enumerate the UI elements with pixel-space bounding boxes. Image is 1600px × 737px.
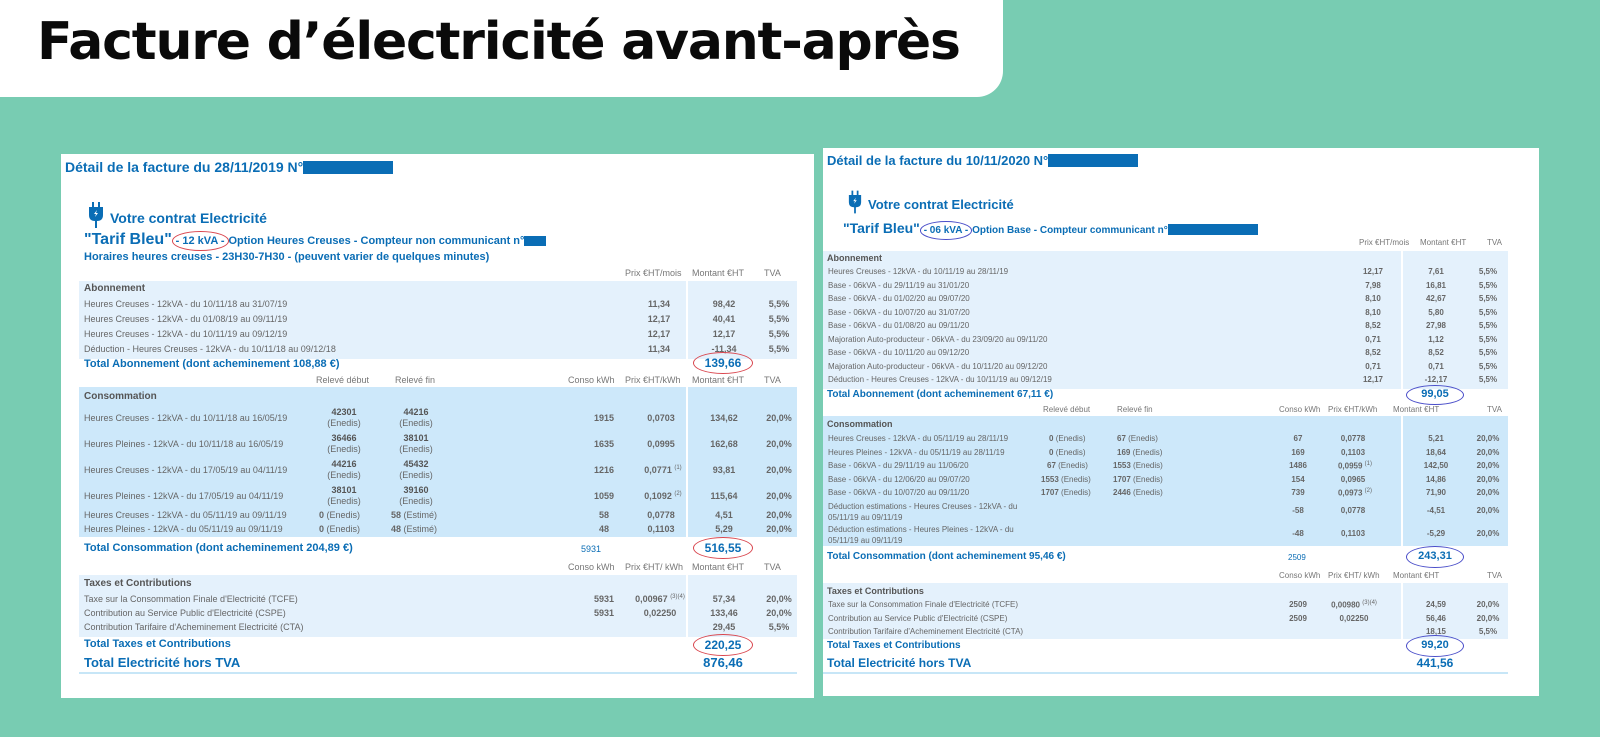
subscription-block: Abonnement Heures Creuses - 12kVA - du 10/11/18 au 31/07/19 11,34 98,42 5,5% Heures Creuses - 12kVA - du 01/08/19 au 09/11/19 12,17 40,41 5,5% Heures Creuses - 12kVA - du 10/11/19 au 09/12/19 12,17 12,17 5,5% Déduction - Heures Creuses - 12kVA - du 10/11/18 au 09/12/18 11,34 -11,34 5,5% [79, 281, 797, 359]
header-vat: TVA [1487, 405, 1502, 414]
consumption-total-label: Total Consommation (dont acheminement 204,89 €) [84, 542, 353, 554]
taxes-total: 99,20 [1421, 639, 1449, 651]
table-row: Heures Pleines - 12kVA - du 17/05/19 au 04/11/19 38101 (Enedis) 39160 (Enedis) 1059 0,1092 $^{(2)}$ 115,64 20,0% [84, 485, 792, 506]
header-vat: TVA [764, 268, 781, 278]
header-consumption: Conso kWh [568, 375, 615, 385]
grand-total-label: Total Electricité hors TVA [84, 655, 241, 670]
section-title: Consommation [827, 419, 893, 429]
kva-highlight: - 12 kVA - [175, 235, 225, 247]
taxes-total-label: Total Taxes et Contributions [84, 638, 231, 650]
consumption-total: 243,31 [1418, 550, 1452, 562]
header-amount: Montant €HT [692, 562, 745, 572]
header-consumption: Conso kWh [568, 562, 615, 572]
header-price-kwh: Prix €HT/kWh [625, 375, 681, 385]
table-row: Déduction estimations - Heures Creuses - 12kVA - du 05/11/19 au 09/11/19 -58 0,0778 -4,51 20,0% [828, 502, 1500, 522]
table-row: Déduction estimations - Heures Pleines - 12kVA - du 05/11/19 au 09/11/19 -48 0,1103 -5,29 20,0% [828, 525, 1500, 545]
table-row: Heures Creuses - 12kVA - du 17/05/19 au 04/11/19 44216 (Enedis) 45432 (Enedis) 1216 0,0771 $^{(1)}$ 93,81 20,0% [84, 459, 792, 480]
table-row: Heures Pleines - 12kVA - du 10/11/18 au 16/05/19 36466 (Enedis) 38101 (Enedis) 1635 0,0995 162,68 20,0% [84, 433, 792, 454]
grand-total: 441,56 [1416, 656, 1454, 670]
section-title: Taxes et Contributions [84, 578, 192, 589]
taxes-block: Taxes et Contributions Taxe sur la Consommation Finale d'Electricité (TCFE) 2509 0,00980 $^{(3)(4)}$ 24,59 20,0% Contribution au Service Public d'Electricité (CSPE) 2509 0,02250 56,46 20,0% Contribution Tarifaire d'Acheminement Electricité (CTA) 18,15 5,5% [823, 583, 1508, 639]
header-end-reading: Relevé fin [395, 375, 436, 385]
header-amount: Montant €HT [1393, 405, 1440, 414]
invoice-2019 [61, 154, 814, 698]
header-amount: Montant €HT [1420, 238, 1467, 247]
header-vat: TVA [764, 375, 781, 385]
taxes-block: Taxes et Contributions Taxe sur la Consommation Finale d'Electricité (TCFE) 5931 0,00967 $^{(3)(4)}$ 57,34 20,0% Contribution au Service Public d'Electricité (CSPE) 5931 0,02250 133,46 20,0% Contribution Tarifaire d'Acheminement Electricité (CTA) 29,45 5,5% [79, 575, 797, 637]
subscription-total: 139,66 [704, 356, 742, 370]
section-title: Consommation [84, 391, 157, 402]
header-price-kwh: Prix €HT/ kWh [625, 562, 684, 572]
subscription-total-label: Total Abonnement (dont acheminement 108,88 €) [84, 358, 340, 370]
table-row: Heures Creuses - 12kVA - du 10/11/18 au 16/05/19 42301 (Enedis) 44216 (Enedis) 1915 0,0703 134,62 20,0% [84, 407, 792, 428]
header-start-reading: Relevé début [316, 375, 370, 385]
divider [823, 672, 1508, 674]
subscription-block: Abonnement Heures Creuses - 12kVA - du 10/11/19 au 28/11/19 12,17 7,61 5,5% Base - 06kVA - du 29/11/19 au 31/01/20 7,98 16,81 5,5% Base - 06kVA - du 01/02/20 au 09/07/20 8,10 42,67 5,5% Base - 06kVA - du 10/07/20 au 31/07/20 8,10 5,80 5,5% Base - 06kVA - du 01/08/20 au 09/11/20 8,52 27,98 5,5% Majoration Auto-producteur - 06kVA - du 23/09/20 au 09/11/20 0,71 1,12 5,5% Base - 06kVA - du 10/11/20 au 09/12/20 8,52 8,52 5,5% Majoration Auto-producteur - 06kVA - du 10/11/20 au 09/12/20 0,71 0,71 5,5% Déduction - Heures Creuses - 12kVA - du 10/11/19 au 09/12/19 12,17 -12,17 5,5% [823, 251, 1508, 389]
header-amount: Montant €HT [1393, 571, 1440, 580]
section-title: Abonnement [827, 253, 882, 263]
kva-highlight: - 06 kVA - [923, 225, 969, 236]
consumption-total-kwh: 5931 [581, 544, 602, 554]
header-amount: Montant €HT [692, 375, 745, 385]
plug-icon [88, 202, 104, 228]
invoice-2020 [823, 148, 1539, 696]
redacted-number [303, 161, 393, 174]
header-price-kwh: Prix €HT/kWh [1328, 405, 1378, 414]
grand-total: 876,46 [703, 655, 743, 670]
taxes-total-label: Total Taxes et Contributions [827, 640, 961, 651]
contract-heading: Votre contrat Electricité [848, 190, 1014, 214]
consumption-total-label: Total Consommation (dont acheminement 95,46 €) [827, 551, 1066, 562]
tarif-line: "Tarif Bleu" - 12 kVA - Option Heures Creuses - Compteur non communicant n° [84, 231, 546, 249]
redacted-meter [524, 236, 546, 246]
redacted-number [1048, 154, 1138, 167]
plug-icon [848, 190, 862, 214]
taxes-total: 220,25 [704, 638, 742, 652]
header-consumption: Conso kWh [1279, 571, 1321, 580]
invoice-title: Détail de la facture du 28/11/2019 N° [65, 159, 393, 175]
invoice-title: Détail de la facture du 10/11/2020 N° [827, 153, 1138, 168]
header-amount: Montant €HT [692, 268, 745, 278]
consumption-block: Consommation Heures Creuses - 12kVA - du 10/11/18 au 16/05/19 42301 (Enedis) 44216 (Enedis) 1915 0,0703 134,62 20,0% Heures Pleines - 12kVA - du 10/11/18 au 16/05/19 36466 (Enedis) 38101 (Enedis) 1635 0,0995 162,68 20,0% Heures Creuses - 12kVA - du 17/05/19 au 04/11/19 44216 (Enedis) 45432 (Enedis) 1216 0,0771 $^{(1)}$ 93,81 20,0% Heures Pleines - 12kVA - du 17/05/19 au 04/11/19 38101 (Enedis) 39160 (Enedis) 1059 0,1092 $^{(2)}$ 115,64 20,0% Heures Creuses - 12kVA - du 05/11/19 au 09/11/19 0 (Enedis) 58 (Estimé) 58 0,0778 4,51 20,0% Heures Pleines - 12kVA - du 05/11/19 au 09/11/19 0 (Enedis) 48 (Estimé) 48 0,1103 5,29 20,0% [79, 387, 797, 537]
subscription-total: 99,05 [1421, 388, 1449, 400]
header-end-reading: Relevé fin [1117, 405, 1153, 414]
consumption-block: Consommation Heures Creuses - 12kVA - du 05/11/19 au 28/11/19 0 (Enedis) 67 (Enedis) 67 0,0778 5,21 20,0% Heures Pleines - 12kVA - du 05/11/19 au 28/11/19 0 (Enedis) 169 (Enedis) 169 0,1103 18,64 20,0% Base - 06kVA - du 29/11/19 au 11/06/20 67 (Enedis) 1553 (Enedis) 1486 0,0959 $^{(1)}$ 142,50 20,0% Base - 06kVA - du 12/06/20 au 09/07/20 1553 (Enedis) 1707 (Enedis) 154 0,0965 14,86 20,0% Base - 06kVA - du 10/07/20 au 09/11/20 1707 (Enedis) 2446 (Enedis) 739 0,0973 $^{(2)}$ 71,90 20,0% Déduction estimations - Heures Creuses - 12kVA - du 05/11/19 au 09/11/19 -58 0,0778 -4,51 20,0% Déduction estimations - Heures Pleines - 12kVA - du 05/11/19 au 09/11/19 -48 0,1103 -5,29 20,0% [823, 416, 1508, 546]
header-consumption: Conso kWh [1279, 405, 1321, 414]
section-title: Abonnement [84, 283, 146, 294]
consumption-total: 516,55 [704, 541, 742, 555]
section-title: Taxes et Contributions [827, 586, 924, 596]
tarif-line: "Tarif Bleu" - 06 kVA - Option Base - Compteur communicant n° [843, 220, 1258, 236]
header-vat: TVA [764, 562, 781, 572]
header-price-month: Prix €HT/mois [625, 268, 682, 278]
subscription-total-label: Total Abonnement (dont acheminement 67,11 €) [827, 389, 1054, 400]
title-banner [0, 0, 1003, 97]
grand-total-label: Total Electricité hors TVA [827, 656, 972, 670]
page-title: Facture d’électricité avant-après [37, 12, 960, 72]
consumption-total-kwh: 2509 [1288, 553, 1306, 562]
redacted-meter [1168, 224, 1258, 235]
divider [79, 672, 797, 674]
header-price-kwh: Prix €HT/ kWh [1328, 571, 1380, 580]
header-vat: TVA [1487, 238, 1502, 247]
contract-heading: Votre contrat Electricité [88, 202, 267, 228]
header-start-reading: Relevé début [1043, 405, 1091, 414]
header-vat: TVA [1487, 571, 1502, 580]
off-peak-hours: Horaires heures creuses - 23H30-7H30 - (peuvent varier de quelques minutes) [84, 251, 490, 263]
header-price-month: Prix €HT/mois [1359, 238, 1410, 247]
